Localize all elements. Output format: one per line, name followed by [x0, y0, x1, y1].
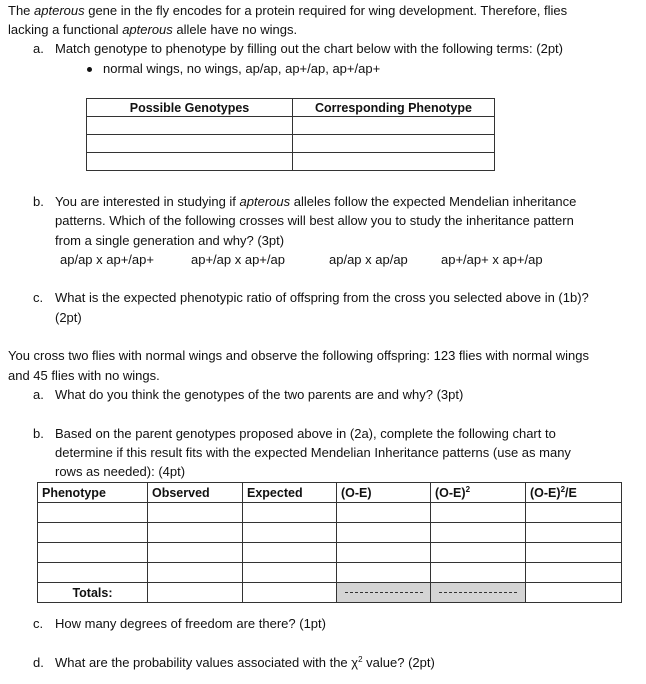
part2-line-1: You cross two flies with normal wings and observe the following offspring: 123 flies with normal wings	[8, 348, 589, 363]
totals-label: Totals:	[38, 583, 148, 603]
answer-cell[interactable]	[337, 563, 431, 583]
intro-line-2: lacking a functional apterous allele have no wings.	[8, 22, 298, 37]
answer-cell[interactable]	[87, 135, 293, 153]
q1a-label: a.	[33, 41, 44, 56]
q2c-label: c.	[33, 616, 44, 631]
q2b-line-2: determine if this result fits with the expected Mendelian Inheritance patterns (use as many	[55, 445, 571, 460]
answer-cell[interactable]	[38, 563, 148, 583]
chi-square-table	[37, 482, 622, 603]
table-header: Phenotype	[38, 483, 148, 503]
table-row	[87, 153, 495, 171]
q1b-line-1: You are interested in studying if apterous alleles follow the expected Mendelian inheritance	[55, 194, 577, 209]
answer-cell[interactable]	[526, 583, 622, 603]
q1b-line-3: from a single generation and why? (3pt)	[55, 233, 285, 248]
table-header: Observed	[148, 483, 243, 503]
q2c-text: How many degrees of freedom are there? (1pt)	[55, 616, 326, 631]
genotype-phenotype-table	[86, 98, 495, 171]
table-row	[87, 135, 495, 153]
answer-cell[interactable]	[431, 523, 526, 543]
cross-option-1: ap/ap x ap+/ap+	[60, 252, 154, 267]
gene-name: apterous	[239, 194, 291, 209]
cross-option-2: ap+/ap x ap+/ap	[191, 252, 285, 267]
q2a-text: What do you think the genotypes of the two parents are and why? (3pt)	[55, 387, 464, 402]
q2d-text: What are the probability values associated with the $\chi^2$ value? (2pt)	[55, 655, 435, 670]
table-header: (O-E)	[337, 483, 431, 503]
q1b-label: b.	[33, 194, 44, 209]
answer-cell[interactable]	[526, 503, 622, 523]
table-row	[38, 523, 622, 543]
shaded-cell	[337, 583, 431, 603]
q2b-line-1: Based on the parent genotypes proposed above in (2a), complete the following chart to	[55, 426, 556, 441]
answer-cell[interactable]	[243, 543, 337, 563]
table-header: Expected	[243, 483, 337, 503]
answer-cell[interactable]	[293, 135, 495, 153]
answer-cell[interactable]	[526, 543, 622, 563]
cross-option-3: ap/ap x ap/ap	[329, 252, 408, 267]
table-header: $(O-E)^2$	[431, 483, 526, 503]
answer-cell[interactable]	[431, 563, 526, 583]
part2-line-2: and 45 flies with no wings.	[8, 368, 160, 383]
q1c-line-2: (2pt)	[55, 310, 82, 325]
answer-cell[interactable]	[148, 563, 243, 583]
q2b-line-3: rows as needed): (4pt)	[55, 464, 186, 479]
answer-cell[interactable]	[526, 563, 622, 583]
totals-row	[38, 583, 622, 603]
answer-cell[interactable]	[526, 523, 622, 543]
q2b-label: b.	[33, 426, 44, 441]
answer-cell[interactable]	[293, 117, 495, 135]
answer-cell[interactable]	[38, 543, 148, 563]
q1c-label: c.	[33, 290, 44, 305]
answer-cell[interactable]	[243, 583, 337, 603]
q2a-label: a.	[33, 387, 44, 402]
answer-cell[interactable]	[243, 523, 337, 543]
intro-line-1: The apterous gene in the fly encodes for a protein required for wing development. Therefore, flies	[8, 3, 568, 18]
answer-cell[interactable]	[87, 117, 293, 135]
answer-cell[interactable]	[148, 503, 243, 523]
table-row	[38, 563, 622, 583]
answer-cell[interactable]	[431, 543, 526, 563]
cross-option-4: ap+/ap+ x ap+/ap	[441, 252, 543, 267]
answer-cell[interactable]	[243, 503, 337, 523]
shaded-cell	[431, 583, 526, 603]
answer-cell[interactable]	[337, 503, 431, 523]
q1b-line-2: patterns. Which of the following crosses will best allow you to study the inheritance pattern	[55, 213, 574, 228]
answer-cell[interactable]	[148, 523, 243, 543]
answer-cell[interactable]	[148, 583, 243, 603]
answer-cell[interactable]	[38, 523, 148, 543]
answer-cell[interactable]	[243, 563, 337, 583]
table-row	[38, 543, 622, 563]
answer-cell[interactable]	[38, 503, 148, 523]
answer-cell[interactable]	[87, 153, 293, 171]
q1c-line-1: What is the expected phenotypic ratio of offspring from the cross you selected above in (1b)?	[55, 290, 589, 305]
q2d-label: d.	[33, 655, 44, 670]
table-row	[87, 117, 495, 135]
table-header: Possible Genotypes	[87, 99, 293, 117]
gene-name: apterous	[122, 22, 173, 37]
bullet-icon	[87, 67, 92, 72]
gene-name: apterous	[34, 3, 85, 18]
answer-cell[interactable]	[293, 153, 495, 171]
q1a-terms: normal wings, no wings, ap/ap, ap+/ap, ap+/ap+	[103, 61, 381, 76]
table-header: Corresponding Phenotype	[293, 99, 495, 117]
answer-cell[interactable]	[337, 543, 431, 563]
table-row	[38, 503, 622, 523]
q1a-text: Match genotype to phenotype by filling out the chart below with the following terms: (2pt)	[55, 41, 564, 56]
answer-cell[interactable]	[337, 523, 431, 543]
answer-cell[interactable]	[431, 503, 526, 523]
table-header: $(O-E)^2/E$	[526, 483, 622, 503]
answer-cell[interactable]	[148, 543, 243, 563]
